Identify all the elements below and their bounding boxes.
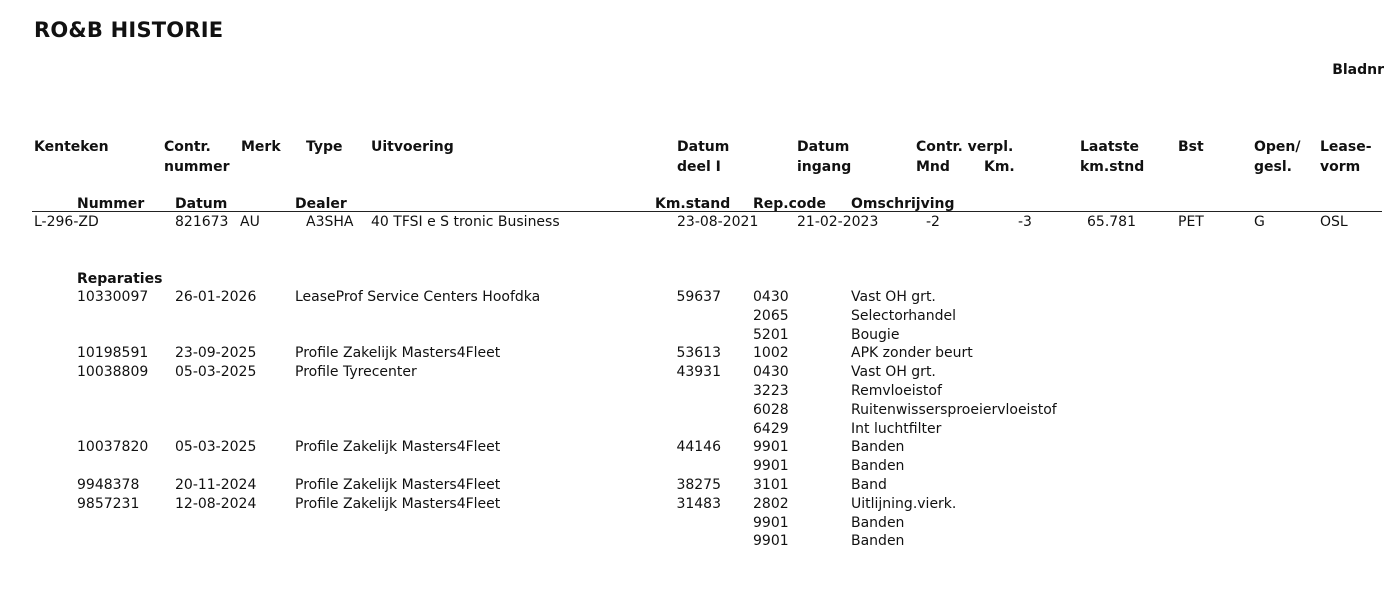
- repair-code: 9901: [753, 514, 789, 531]
- col-datum-ingang-2: ingang: [797, 159, 852, 175]
- repair-code: 5201: [753, 326, 789, 343]
- repair-code: 9901: [753, 458, 789, 475]
- repair-nummer: 10037820: [77, 439, 149, 456]
- repairs-heading: Reparaties: [77, 271, 163, 287]
- vehicle-datum-ingang: 21-02-2023: [797, 214, 879, 230]
- vehicle-laatste-km: 65.781: [1087, 214, 1136, 230]
- col-merk: Merk: [241, 139, 281, 155]
- repair-km: 59637: [676, 289, 721, 305]
- repair-nummer: 10198591: [77, 345, 149, 362]
- repair-datum: 23-09-2025: [175, 345, 257, 362]
- col-open-1: Open/: [1254, 139, 1301, 155]
- repair-omschrijving: Vast OH grt.: [851, 364, 936, 381]
- repair-omschrijving: Banden: [851, 439, 905, 456]
- vehicle-datum-deel-1: 23-08-2021: [677, 214, 759, 230]
- repair-code: 0430: [753, 364, 789, 381]
- repair-km: 31483: [676, 495, 721, 512]
- repair-dealer: Profile Zakelijk Masters4Fleet: [295, 345, 501, 362]
- repair-nummer: 9857231: [77, 495, 140, 512]
- col-open-2: gesl.: [1254, 159, 1292, 175]
- vehicle-bst: PET: [1178, 214, 1204, 230]
- col-datum-ingang-1: Datum: [797, 139, 850, 155]
- col-uitvoering: Uitvoering: [371, 139, 454, 155]
- vehicle-open-gesl: G: [1254, 214, 1265, 230]
- repair-nummer: 10330097: [77, 289, 149, 305]
- col-kenteken: Kenteken: [34, 139, 109, 155]
- header-divider: [32, 211, 1382, 212]
- col-bst: Bst: [1178, 139, 1204, 155]
- col-datum: Datum: [175, 196, 228, 212]
- page-number-label: Bladnr: [1332, 62, 1384, 78]
- repair-code: 9901: [753, 439, 789, 456]
- repair-nummer: 10038809: [77, 364, 149, 381]
- col-type: Type: [306, 139, 343, 155]
- col-lease-1: Lease-: [1320, 139, 1372, 155]
- vehicle-mnd: -2: [926, 214, 940, 230]
- repair-km: 38275: [676, 477, 721, 493]
- col-lease-2: vorm: [1320, 159, 1361, 175]
- repair-dealer: Profile Zakelijk Masters4Fleet: [295, 477, 501, 493]
- repair-code: 0430: [753, 289, 789, 305]
- repair-dealer: LeaseProf Service Centers Hoofdka: [295, 289, 541, 305]
- vehicle-uitvoering: 40 TFSI e S tronic Business: [371, 214, 560, 230]
- repair-datum: 12-08-2024: [175, 495, 257, 512]
- repair-omschrijving: APK zonder beurt: [851, 345, 973, 362]
- vehicle-km: -3: [1018, 214, 1032, 230]
- repair-datum: 05-03-2025: [175, 439, 257, 456]
- vehicle-merk: AU: [240, 214, 260, 230]
- report-title: RO&B HISTORIE: [34, 18, 224, 42]
- col-omschrijving: Omschrijving: [851, 196, 955, 212]
- repair-omschrijving: Band: [851, 477, 887, 493]
- repair-code: 2802: [753, 495, 789, 512]
- col-contr-nummer-2: nummer: [164, 159, 230, 175]
- col-dealer: Dealer: [295, 196, 347, 212]
- col-km: Km.: [984, 159, 1015, 175]
- col-contr-nummer-1: Contr.: [164, 139, 211, 155]
- repair-omschrijving: Bougie: [851, 326, 900, 343]
- repair-code: 9901: [753, 533, 789, 550]
- col-kmstand: Km.stand: [655, 196, 731, 212]
- repair-km: 53613: [676, 345, 721, 362]
- repair-omschrijving: Banden: [851, 533, 905, 550]
- col-mnd: Mnd: [916, 159, 950, 175]
- repair-code: 2065: [753, 307, 789, 324]
- repair-omschrijving: Banden: [851, 514, 905, 531]
- col-datum-deel-2: deel I: [677, 159, 721, 175]
- repair-datum: 20-11-2024: [175, 477, 257, 493]
- col-laatste-1: Laatste: [1080, 139, 1140, 155]
- repair-datum: 26-01-2026: [175, 289, 257, 305]
- vehicle-kenteken: L-296-ZD: [34, 214, 99, 230]
- repair-code: 6429: [753, 420, 789, 437]
- vehicle-contract: 821673: [175, 214, 229, 230]
- repair-km: 43931: [676, 364, 721, 381]
- repair-code: 3101: [753, 477, 789, 493]
- repair-omschrijving: Int luchtfilter: [851, 420, 942, 437]
- repair-code: 3223: [753, 383, 789, 399]
- repair-omschrijving: Uitlijning.vierk.: [851, 495, 957, 512]
- col-datum-deel-1: Datum: [677, 139, 730, 155]
- repair-code: 6028: [753, 401, 789, 418]
- col-laatste-2: km.stnd: [1080, 159, 1145, 175]
- repair-km: 44146: [676, 439, 721, 456]
- repair-omschrijving: Remvloeistof: [851, 383, 942, 399]
- vehicle-type: A3SHA: [306, 214, 354, 230]
- col-repcode: Rep.code: [753, 196, 827, 212]
- repair-nummer: 9948378: [77, 477, 140, 493]
- repair-dealer: Profile Zakelijk Masters4Fleet: [295, 439, 501, 456]
- col-contr-verpl: Contr. verpl.: [916, 139, 1014, 155]
- vehicle-lease-vorm: OSL: [1320, 214, 1348, 230]
- repair-code: 1002: [753, 345, 789, 362]
- repair-omschrijving: Ruitenwissersproeiervloeistof: [851, 401, 1057, 418]
- repair-dealer: Profile Zakelijk Masters4Fleet: [295, 495, 501, 512]
- repair-datum: 05-03-2025: [175, 364, 257, 381]
- repair-omschrijving: Vast OH grt.: [851, 289, 936, 305]
- repair-dealer: Profile Tyrecenter: [295, 364, 417, 381]
- repair-omschrijving: Banden: [851, 458, 905, 475]
- col-nummer: Nummer: [77, 196, 145, 212]
- repair-omschrijving: Selectorhandel: [851, 307, 956, 324]
